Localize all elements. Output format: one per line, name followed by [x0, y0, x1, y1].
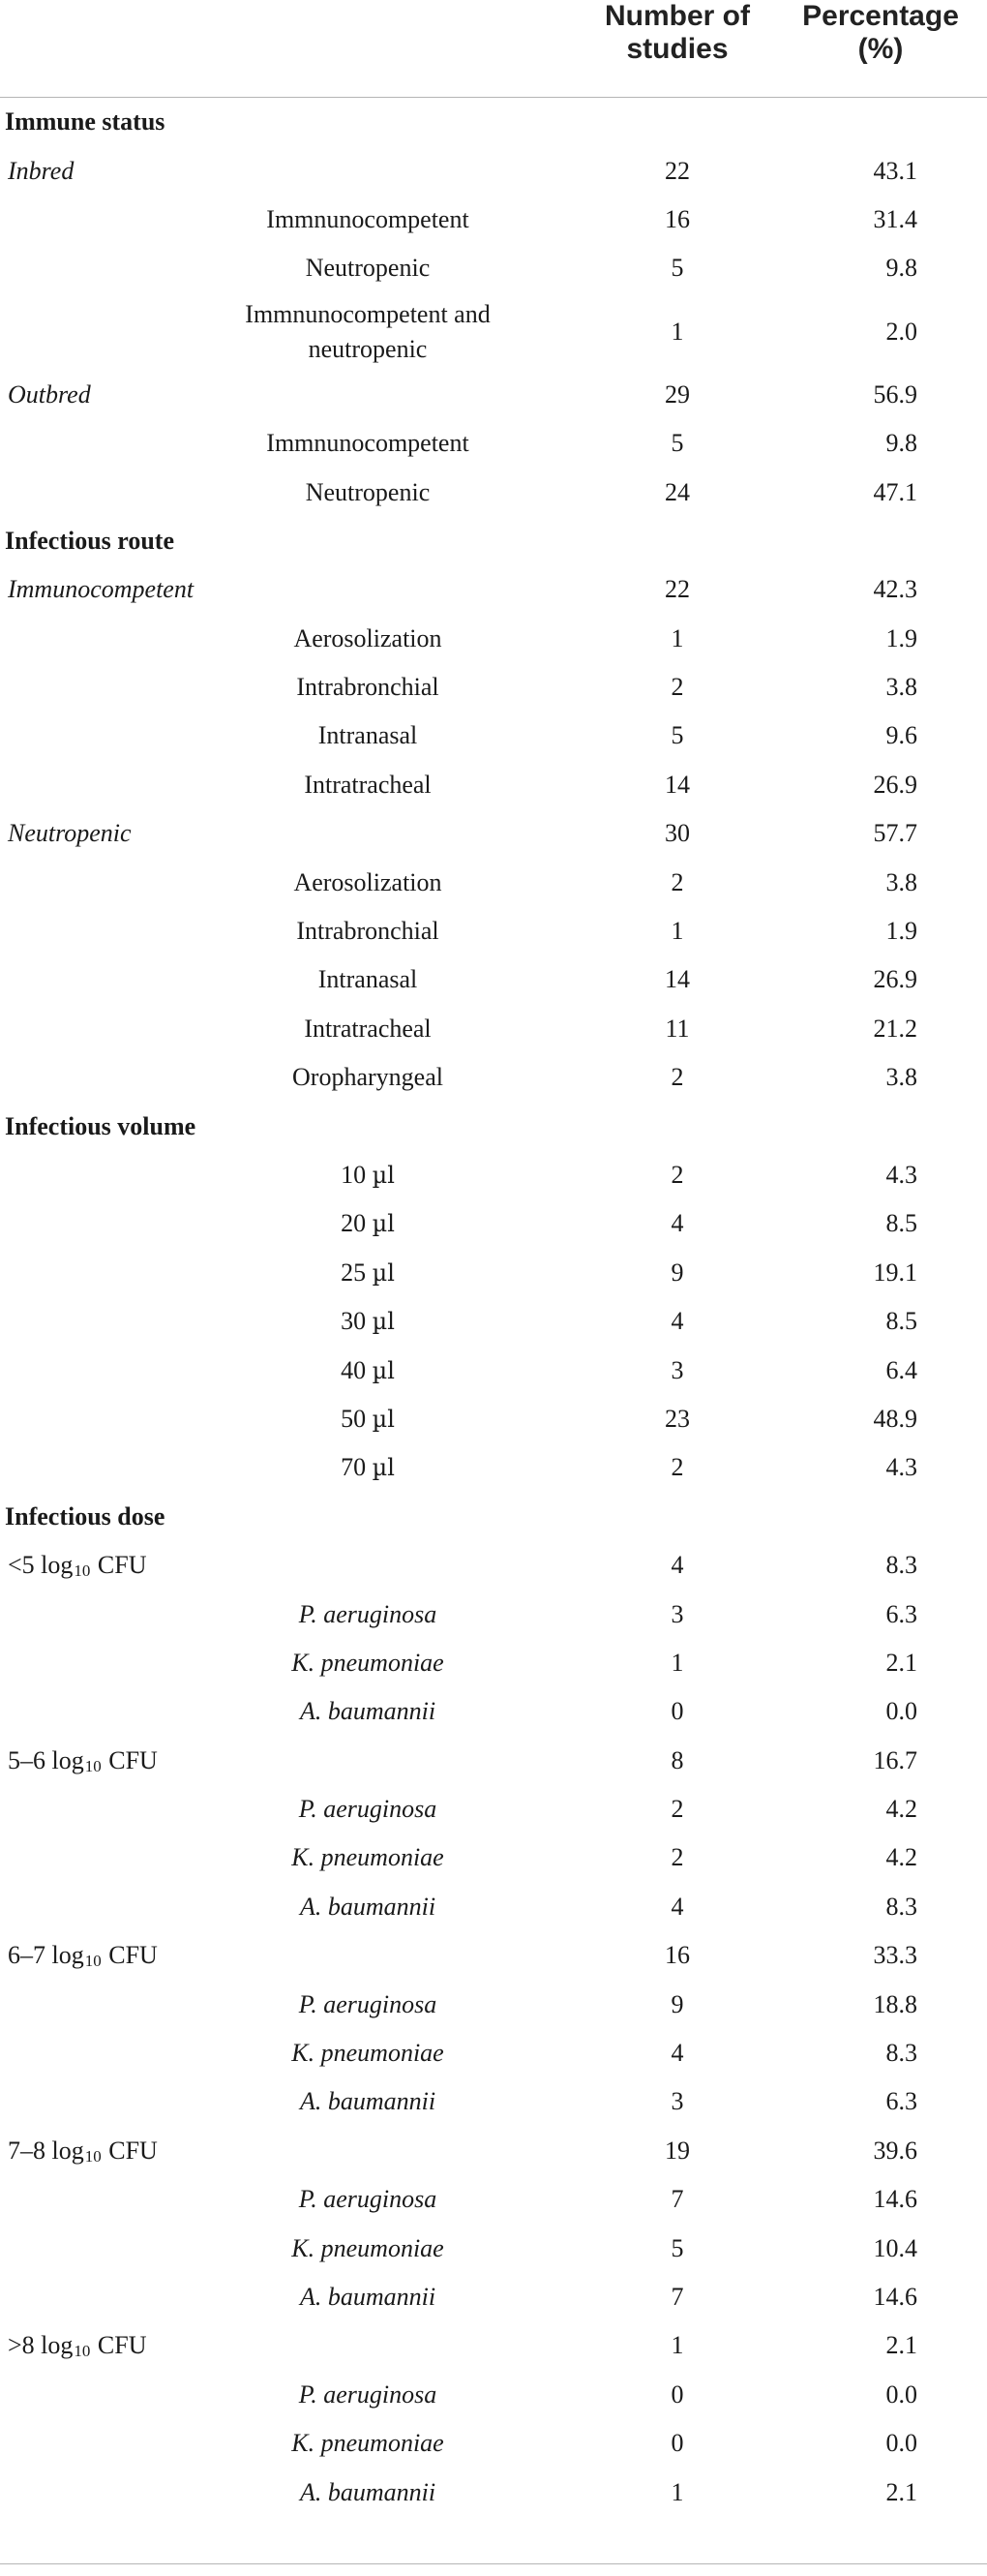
table-row-count: 2 — [671, 867, 684, 896]
dose-row — [0, 1541, 987, 1590]
dose-row-percentage: 2.1 — [885, 2331, 917, 2360]
species-row — [0, 1834, 987, 1882]
species-row-label: K. pneumoniae — [291, 2233, 444, 2262]
table-row-count: 5 — [671, 721, 684, 750]
dose-log-base: 10 — [74, 1561, 91, 1581]
volume-row-count: 2 — [671, 1453, 684, 1482]
section-heading — [0, 517, 987, 565]
species-row — [0, 2468, 987, 2516]
table-row — [0, 468, 987, 516]
species-row — [0, 2077, 987, 2126]
dose-row-count: 1 — [671, 2331, 684, 2360]
dose-range: 6–7 — [8, 1941, 45, 1970]
dose-row-label — [8, 2321, 550, 2370]
dose-unit: CFU — [108, 1941, 158, 1970]
group-row-label: Immunocompetent — [8, 575, 194, 604]
species-row-percentage: 14.6 — [873, 2282, 917, 2311]
table-row-label: Aerosolization — [293, 623, 442, 652]
species-row-percentage: 2.1 — [885, 1648, 917, 1677]
dose-unit: CFU — [108, 1745, 158, 1774]
volume-unit: µl — [372, 1454, 395, 1482]
volume-row-label — [189, 1151, 547, 1199]
species-row-count: 1 — [671, 1648, 684, 1677]
dose-range: 5–6 — [8, 1745, 45, 1774]
table-row-label: Neutropenic — [305, 477, 431, 506]
section-heading-label: Infectious volume — [5, 1111, 196, 1140]
volume-row — [0, 1151, 987, 1199]
species-row-label: A. baumannii — [299, 2087, 436, 2116]
species-row — [0, 1980, 987, 2028]
group-row — [0, 809, 987, 858]
volume-row-label — [189, 1297, 547, 1346]
volume-unit: µl — [372, 1308, 395, 1336]
group-row-percentage: 43.1 — [873, 156, 917, 185]
species-row-percentage: 6.3 — [885, 1599, 917, 1628]
group-row-percentage: 57.7 — [873, 819, 917, 848]
table-row-percentage: 31.4 — [873, 204, 917, 233]
table-row-label: Intratracheal — [304, 1014, 432, 1043]
volume-row-percentage: 8.5 — [885, 1307, 917, 1336]
species-row-percentage: 8.3 — [885, 1892, 917, 1921]
dose-row-label — [8, 2127, 550, 2175]
species-row-count: 4 — [671, 2039, 684, 2068]
volume-row-percentage: 4.3 — [885, 1161, 917, 1189]
dose-row-count: 8 — [671, 1745, 684, 1774]
species-row-count: 1 — [671, 2477, 684, 2506]
species-row-label: P. aeruginosa — [298, 2379, 437, 2409]
table-row-label: Oropharyngeal — [292, 1063, 443, 1092]
column-header-number-of-studies: Number of studies — [605, 0, 750, 65]
volume-unit: µl — [372, 1210, 395, 1238]
species-row — [0, 2371, 987, 2419]
species-row-percentage: 14.6 — [873, 2185, 917, 2214]
dose-log: log — [41, 2331, 74, 2360]
table-header — [0, 0, 987, 98]
table-row — [0, 419, 987, 468]
dose-row-percentage: 39.6 — [873, 2136, 917, 2165]
volume-row-count: 23 — [665, 1404, 690, 1433]
species-row-count: 0 — [671, 2429, 684, 2458]
table-row — [0, 858, 987, 906]
volume-row-percentage: 48.9 — [873, 1404, 917, 1433]
table-row-percentage: 3.8 — [885, 673, 917, 702]
table-row — [0, 615, 987, 663]
dose-log-base: 10 — [74, 2342, 91, 2361]
volume-value: 20 — [341, 1209, 367, 1238]
species-row-count: 3 — [671, 2087, 684, 2116]
table-row-percentage: 1.9 — [885, 917, 917, 946]
volume-row-count: 9 — [671, 1258, 684, 1287]
volume-value: 10 — [341, 1161, 367, 1189]
table-row-count: 2 — [671, 673, 684, 702]
table-row-count: 1 — [671, 317, 684, 346]
dose-range: >8 — [8, 2331, 35, 2360]
section-heading-label: Infectious route — [5, 526, 175, 555]
species-row-percentage: 4.2 — [885, 1795, 917, 1824]
table-row-percentage: 9.6 — [885, 721, 917, 750]
species-row — [0, 1590, 987, 1638]
dose-log: log — [41, 1551, 74, 1580]
table-row-label: Intratracheal — [304, 770, 432, 799]
volume-row — [0, 1199, 987, 1248]
table-row-count: 1 — [671, 917, 684, 946]
species-row-percentage: 6.3 — [885, 2087, 917, 2116]
species-row-count: 2 — [671, 1843, 684, 1872]
volume-row-count: 3 — [671, 1355, 684, 1384]
volume-row — [0, 1395, 987, 1443]
table-row-label: Neutropenic — [305, 254, 431, 283]
volume-row — [0, 1443, 987, 1492]
group-row-percentage: 42.3 — [873, 575, 917, 604]
table-row — [0, 1053, 987, 1102]
table-row — [0, 955, 987, 1004]
volume-row-label — [189, 1346, 547, 1394]
volume-row-label — [189, 1249, 547, 1297]
dose-row-percentage: 8.3 — [885, 1551, 917, 1580]
species-row — [0, 1785, 987, 1834]
table-row — [0, 244, 987, 292]
dose-row-percentage: 16.7 — [873, 1745, 917, 1774]
group-row-percentage: 56.9 — [873, 379, 917, 409]
volume-value: 50 — [341, 1404, 367, 1433]
volume-row-label — [189, 1443, 547, 1492]
table-row-count: 5 — [671, 429, 684, 458]
table-body — [0, 98, 987, 2517]
dose-log-base: 10 — [84, 1756, 102, 1775]
volume-unit: µl — [372, 1405, 395, 1433]
species-row-label: P. aeruginosa — [298, 1989, 437, 2018]
table-row-percentage: 26.9 — [873, 965, 917, 994]
volume-unit: µl — [372, 1356, 395, 1384]
species-row-percentage: 18.8 — [873, 1989, 917, 2018]
dose-log-base: 10 — [84, 1952, 102, 1971]
dose-unit: CFU — [97, 1551, 147, 1580]
species-row-percentage: 8.3 — [885, 2039, 917, 2068]
volume-row-percentage: 8.5 — [885, 1209, 917, 1238]
species-row — [0, 2029, 987, 2077]
species-row-count: 2 — [671, 1795, 684, 1824]
species-row-percentage: 10.4 — [873, 2233, 917, 2262]
table-row — [0, 761, 987, 809]
species-row-label: A. baumannii — [299, 2282, 436, 2311]
section-heading-label: Immune status — [5, 107, 165, 136]
group-row — [0, 565, 987, 614]
table-row — [0, 907, 987, 955]
dose-row — [0, 2321, 987, 2370]
dose-range: <5 — [8, 1551, 35, 1580]
volume-value: 25 — [341, 1258, 367, 1287]
section-heading-label: Infectious dose — [5, 1501, 165, 1530]
species-row-count: 7 — [671, 2185, 684, 2214]
species-row-count: 4 — [671, 1892, 684, 1921]
volume-row-percentage: 19.1 — [873, 1258, 917, 1287]
species-row-label: P. aeruginosa — [298, 1599, 437, 1628]
species-row-label: A. baumannii — [299, 1697, 436, 1726]
table-row-count: 24 — [665, 477, 690, 506]
species-row — [0, 1883, 987, 1931]
table-row-count: 14 — [665, 770, 690, 799]
volume-row — [0, 1346, 987, 1394]
species-row-percentage: 2.1 — [885, 2477, 917, 2506]
group-row-count: 29 — [665, 379, 690, 409]
volume-value: 40 — [341, 1355, 367, 1384]
column-header-percentage: Percentage (%) — [802, 0, 959, 65]
species-row-label: A. baumannii — [299, 2477, 436, 2506]
group-row-label: Inbred — [8, 156, 75, 185]
table-row-percentage: 9.8 — [885, 254, 917, 283]
table-row — [0, 712, 987, 760]
table-row-percentage: 2.0 — [885, 317, 917, 346]
volume-row-count: 2 — [671, 1161, 684, 1189]
species-row-count: 3 — [671, 1599, 684, 1628]
group-row-count: 30 — [665, 819, 690, 848]
species-row-label: K. pneumoniae — [291, 1843, 444, 1872]
section-heading — [0, 1493, 987, 1541]
group-row-label: Neutropenic — [8, 819, 132, 848]
volume-row-label — [189, 1395, 547, 1443]
species-row-count: 5 — [671, 2233, 684, 2262]
species-row-label: A. baumannii — [299, 1892, 436, 1921]
table-row-count: 16 — [665, 204, 690, 233]
dose-log: log — [51, 1941, 84, 1970]
volume-row — [0, 1297, 987, 1346]
dose-row — [0, 2127, 987, 2175]
table-row-percentage: 26.9 — [873, 770, 917, 799]
species-row-percentage: 0.0 — [885, 1697, 917, 1726]
dose-row-count: 19 — [665, 2136, 690, 2165]
volume-row-count: 4 — [671, 1307, 684, 1336]
table-row-count: 5 — [671, 254, 684, 283]
table-row-label: Immnunocompetent and neutropenic — [245, 299, 491, 363]
species-row-label: K. pneumoniae — [291, 1648, 444, 1677]
species-row — [0, 2419, 987, 2468]
species-row — [0, 1687, 987, 1736]
species-row-count: 0 — [671, 2379, 684, 2409]
table-row-label: Intranasal — [317, 965, 418, 994]
species-row-percentage: 0.0 — [885, 2379, 917, 2409]
volume-row-count: 4 — [671, 1209, 684, 1238]
dose-row-count: 4 — [671, 1551, 684, 1580]
table-row-label: Intranasal — [317, 721, 418, 750]
volume-row — [0, 1249, 987, 1297]
group-row-count: 22 — [665, 156, 690, 185]
species-row-label: P. aeruginosa — [298, 2185, 437, 2214]
table-row-percentage: 3.8 — [885, 1063, 917, 1092]
volume-row-label — [189, 1199, 547, 1248]
dose-log: log — [51, 2136, 84, 2165]
volume-unit: µl — [372, 1162, 395, 1189]
dose-unit: CFU — [97, 2331, 147, 2360]
species-row — [0, 2224, 987, 2272]
group-row-count: 22 — [665, 575, 690, 604]
species-row — [0, 2175, 987, 2224]
dose-row — [0, 1931, 987, 1980]
table-row-percentage: 21.2 — [873, 1014, 917, 1043]
table-row-count: 14 — [665, 965, 690, 994]
dose-row-percentage: 33.3 — [873, 1941, 917, 1970]
table-row — [0, 1005, 987, 1053]
species-row-count: 9 — [671, 1989, 684, 2018]
table-row — [0, 196, 987, 244]
species-row-count: 7 — [671, 2282, 684, 2311]
volume-row-percentage: 4.3 — [885, 1453, 917, 1482]
species-row-percentage: 4.2 — [885, 1843, 917, 1872]
dose-row-label — [8, 1931, 550, 1980]
species-row-percentage: 0.0 — [885, 2429, 917, 2458]
species-row-label: P. aeruginosa — [298, 1795, 437, 1824]
table-row-label: Intrabronchial — [296, 917, 439, 946]
table-row-count: 1 — [671, 623, 684, 652]
group-row — [0, 146, 987, 195]
table-row-percentage: 3.8 — [885, 867, 917, 896]
table-row-percentage: 47.1 — [873, 477, 917, 506]
table-row-percentage: 1.9 — [885, 623, 917, 652]
table-row-count: 11 — [665, 1014, 690, 1043]
volume-value: 70 — [341, 1453, 367, 1482]
dose-row-count: 16 — [665, 1941, 690, 1970]
species-row-count: 0 — [671, 1697, 684, 1726]
species-row — [0, 1639, 987, 1687]
species-row-label: K. pneumoniae — [291, 2039, 444, 2068]
dose-unit: CFU — [108, 2136, 158, 2165]
section-heading — [0, 1102, 987, 1150]
species-row — [0, 2273, 987, 2321]
dose-range: 7–8 — [8, 2136, 45, 2165]
table-row-label: Immnunocompetent — [266, 204, 469, 233]
species-row-label: K. pneumoniae — [291, 2429, 444, 2458]
dose-row-label — [8, 1737, 550, 1785]
table-row-label: Aerosolization — [293, 867, 442, 896]
section-heading — [0, 98, 987, 146]
group-row — [0, 371, 987, 419]
dose-log-base: 10 — [84, 2146, 102, 2166]
table-row-label: Intrabronchial — [296, 673, 439, 702]
dose-row-label — [8, 1541, 550, 1590]
volume-unit: µl — [372, 1258, 395, 1287]
table-bottom-rule — [0, 2563, 987, 2564]
table-row — [0, 293, 987, 371]
dose-row — [0, 1737, 987, 1785]
volume-value: 30 — [341, 1307, 367, 1336]
volume-row-percentage: 6.4 — [885, 1355, 917, 1384]
table-row-percentage: 9.8 — [885, 429, 917, 458]
dose-log: log — [51, 1745, 84, 1774]
table-row-count: 2 — [671, 1063, 684, 1092]
table-row — [0, 663, 987, 712]
group-row-label: Outbred — [8, 379, 91, 409]
table-row-label: Immnunocompetent — [266, 429, 469, 458]
